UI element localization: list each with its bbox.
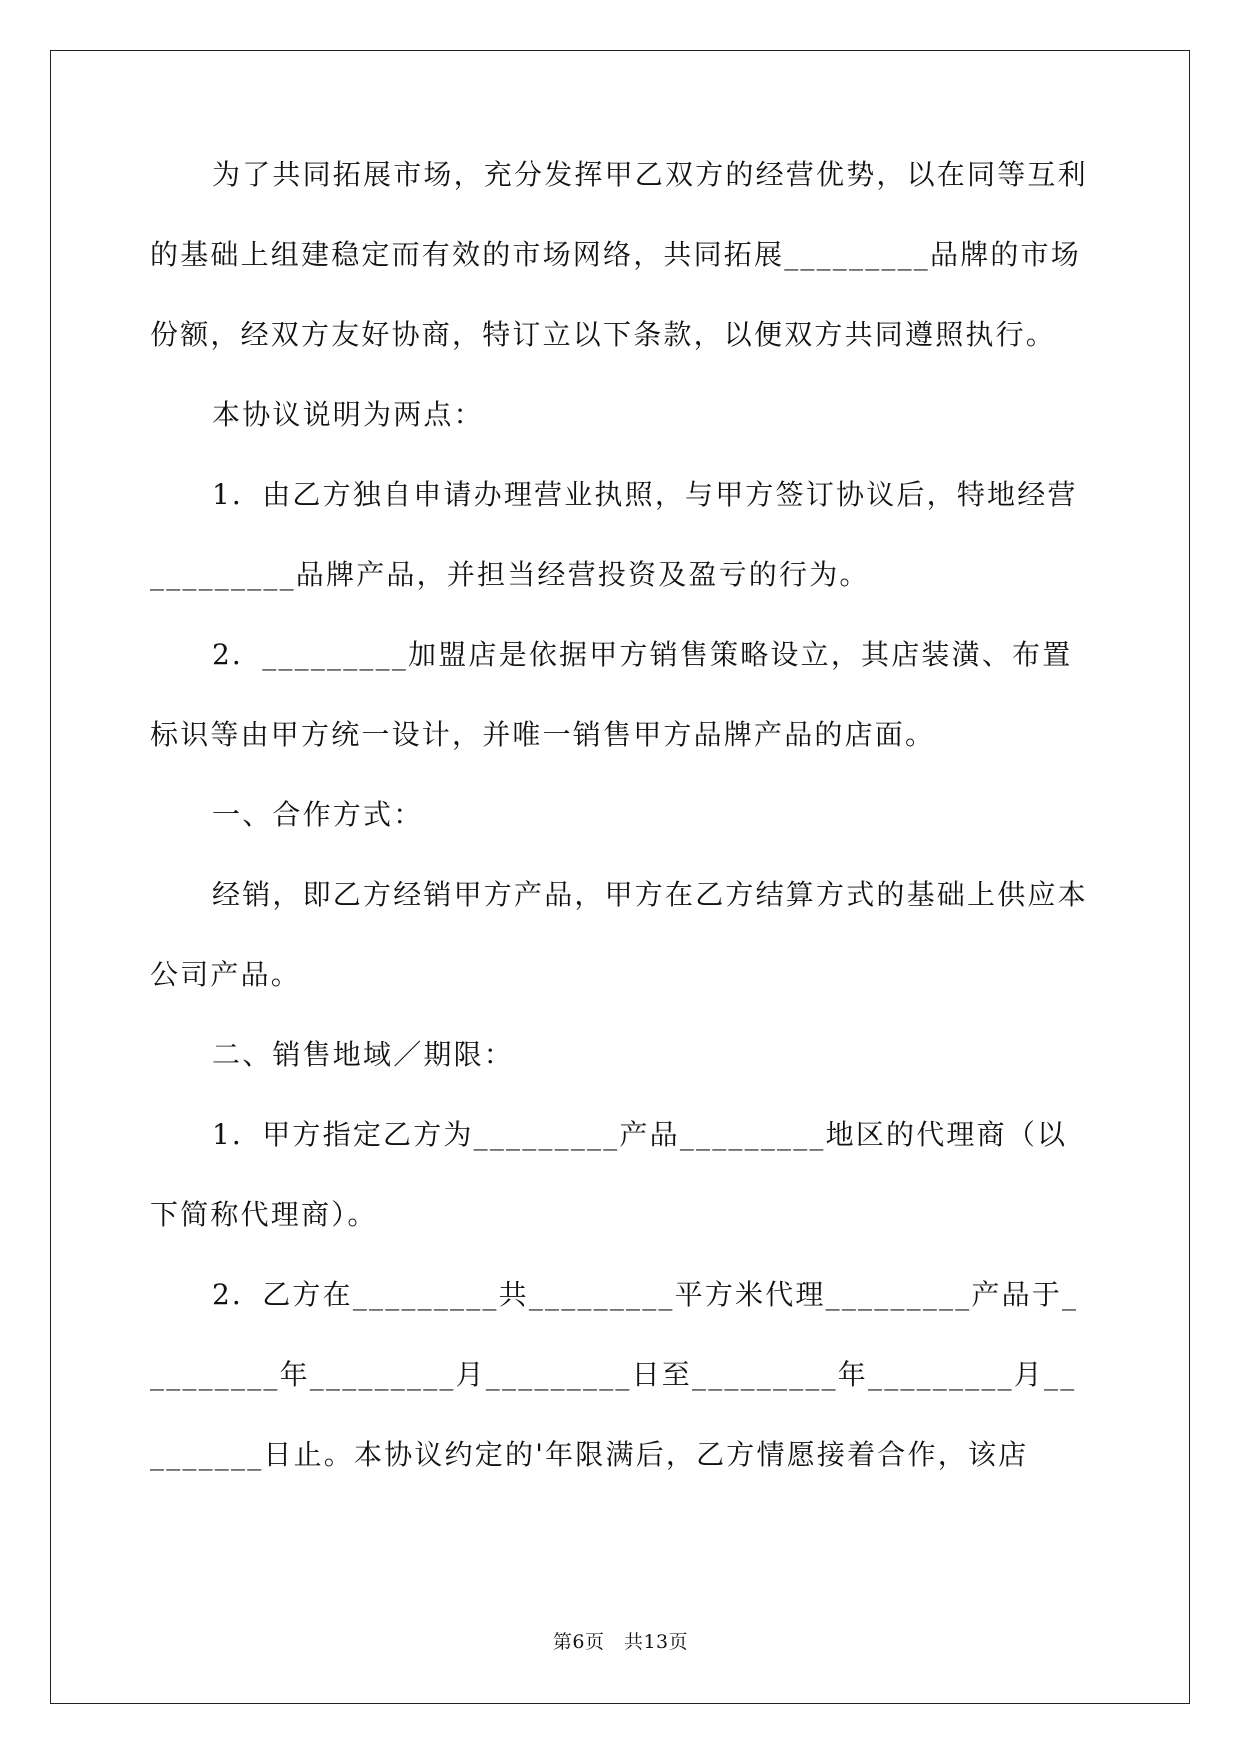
paragraph-point-2: 2．_________加盟店是依据甲方销售策略设立，其店装潢、布置标识等由甲方统一设计，并唯一销售甲方品牌产品的店面。 [150, 638, 1073, 751]
paragraph-point-1: 1．由乙方独自申请办理营业执照，与甲方签订协议后，特地经营_________品牌产品，并担当经营投资及盈亏的行为。 [150, 478, 1078, 591]
paragraph-distribution: 经销，即乙方经销甲方产品，甲方在乙方结算方式的基础上供应本公司产品。 [150, 878, 1088, 991]
paragraph-intro: 为了共同拓展市场，充分发挥甲乙双方的经营优势，以在同等互利的基础上组建稳定而有效的市场网络，共同拓展_________品牌的市场份额，经双方友好协商，特订立以下条款，以便双方共同遵照执行。 [150, 158, 1088, 351]
paragraph-region-1: 1．甲方指定乙方为_________产品_________地区的代理商（以下简称代理商）。 [150, 1118, 1068, 1231]
page-number-footer: 第6页 共13页 [552, 1631, 689, 1653]
paragraph-region-2: 2．乙方在_________共_________平方米代理_________产品于_________年_________月_________日至_________年_________月_________日止。本协议约定的'年限满后，乙方情愿接着合作，该店 [150, 1278, 1079, 1471]
paragraph-agreement-explanation: 本协议说明为两点： [212, 398, 484, 431]
heading-sales-region-term: 二、销售地域／期限： [212, 1038, 515, 1071]
heading-cooperation-method: 一、合作方式： [212, 798, 424, 831]
